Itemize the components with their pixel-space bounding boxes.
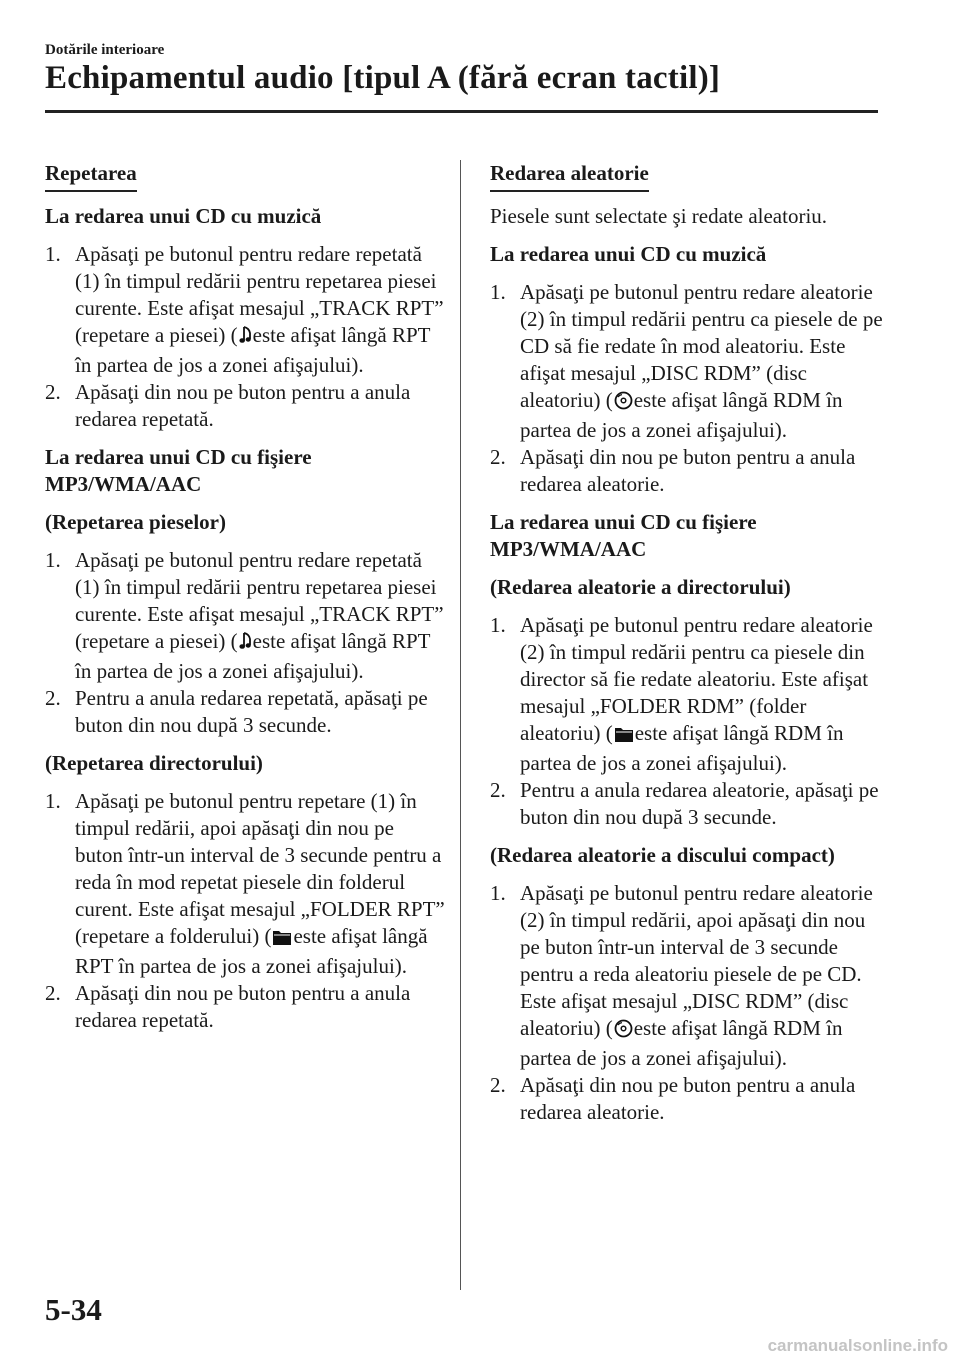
cd-music-subheading: La redarea unui CD cu muzică [490,242,767,266]
track-repeat-label: (Repetarea pieselor) [45,510,226,534]
folder-repeat-steps [45,788,445,1034]
list-item: 1. Apăsaţi pe butonul pentru redare aleatorie (2) în timpul redării pentru ca piesele de pe CD să fie redate în mod aleatoriu. Este afişat mesajul „DISC RDM” (disc aleatoriu) ( este afişat lângă RDM în partea de jos a zonei afişajului). [490,280,883,442]
folder-icon [272,926,292,953]
disc-random-steps [490,880,890,1126]
cd-files-subheading: La redarea unui CD cu fişiere MP3/WMA/AAC [490,510,757,561]
folder-repeat-label: (Repetarea directorului) [45,751,263,775]
list-item: 1. Apăsaţi pe butonul pentru repetare (1) în timpul redării, apoi apăsaţi din nou pe buton într-un interval de 3 secunde pentru a reda în mod repetat piesele din folderul curent. Este afişat mesajul „FOLDER RPT” (repetare a folderului) ( este afişat lângă RPT în partea de jos a zonei afişajului). [45,789,445,978]
music-note-icon [239,325,252,352]
list-item: 2. Pentru a anula redarea repetată, apăsaţi pe buton din nou după 3 secunde. [45,686,428,737]
cd-files-subheading: La redarea unui CD cu fişiere MP3/WMA/AAC [45,445,312,496]
page-number: 5-34 [45,1292,102,1327]
list-item: 2. Apăsaţi din nou pe buton pentru a anula redarea aleatorie. [490,1073,856,1124]
random-intro: Piesele sunt selectate şi redate aleatoriu. [490,204,828,228]
track-repeat-steps [45,547,445,739]
list-item: 2. Pentru a anula redarea aleatorie, apăsaţi pe buton din nou după 3 secunde. [490,778,879,829]
title-rule [45,110,878,113]
column-divider [460,160,461,1290]
cd-music-subheading: La redarea unui CD cu muzică [45,204,322,228]
list-item: 2. Apăsaţi din nou pe buton pentru a anula redarea aleatorie. [490,445,856,496]
right-column [490,160,890,1137]
folder-random-label: (Redarea aleatorie a directorului) [490,575,791,599]
folder-random-steps [490,612,890,831]
page-title: Echipamentul audio [tipul A (fără ecran tactil)] [45,60,721,96]
list-item: 2. Apăsaţi din nou pe buton pentru a anula redarea repetată. [45,380,411,431]
left-column [45,160,445,1045]
watermark: carmanualsonline.info [767,1336,948,1355]
repeat-heading: Repetarea [45,160,137,192]
folder-icon [614,723,634,750]
random-heading: Redarea aleatorie [490,160,649,192]
list-item: 2. Apăsaţi din nou pe buton pentru a anula redarea repetată. [45,981,411,1032]
list-item: 1. Apăsaţi pe butonul pentru redare repetată (1) în timpul redării pentru repetarea piesei curente. Este afişat mesajul „TRACK RPT” (repetare a piesei) ( este afişat lângă RPT în partea de jos a zonei afişajului). [45,242,444,377]
disc-icon [614,1018,633,1045]
cd-music-repeat-steps [45,241,445,433]
cd-music-random-steps [490,279,890,498]
list-item: 1. Apăsaţi pe butonul pentru redare aleatorie (2) în timpul redării, apoi apăsaţi din nou pe buton într-un interval de 3 secunde pentru a reda aleatoriu piesele de pe CD. Este afişat mesajul „DISC RDM” (disc aleatoriu) ( este afişat lângă RDM în partea de jos a zonei afişajului). [490,881,873,1070]
disc-icon [614,390,633,417]
list-item: 1. Apăsaţi pe butonul pentru redare repetată (1) în timpul redării pentru repetarea piesei curente. Este afişat mesajul „TRACK RPT” (repetare a piesei) ( este afişat lângă RPT în partea de jos a zonei afişajului). [45,548,444,683]
music-note-icon [239,631,252,658]
disc-random-label: (Redarea aleatorie a discului compact) [490,843,835,867]
section-label: Dotările interioare [45,42,165,58]
list-item: 1. Apăsaţi pe butonul pentru redare aleatorie (2) în timpul redării pentru ca piesele din director să fie redate aleatoriu. Este afişat mesajul „FOLDER RDM” (folder aleatoriu) ( este afişat lângă RDM în partea de jos a zonei afişajului). [490,613,873,775]
